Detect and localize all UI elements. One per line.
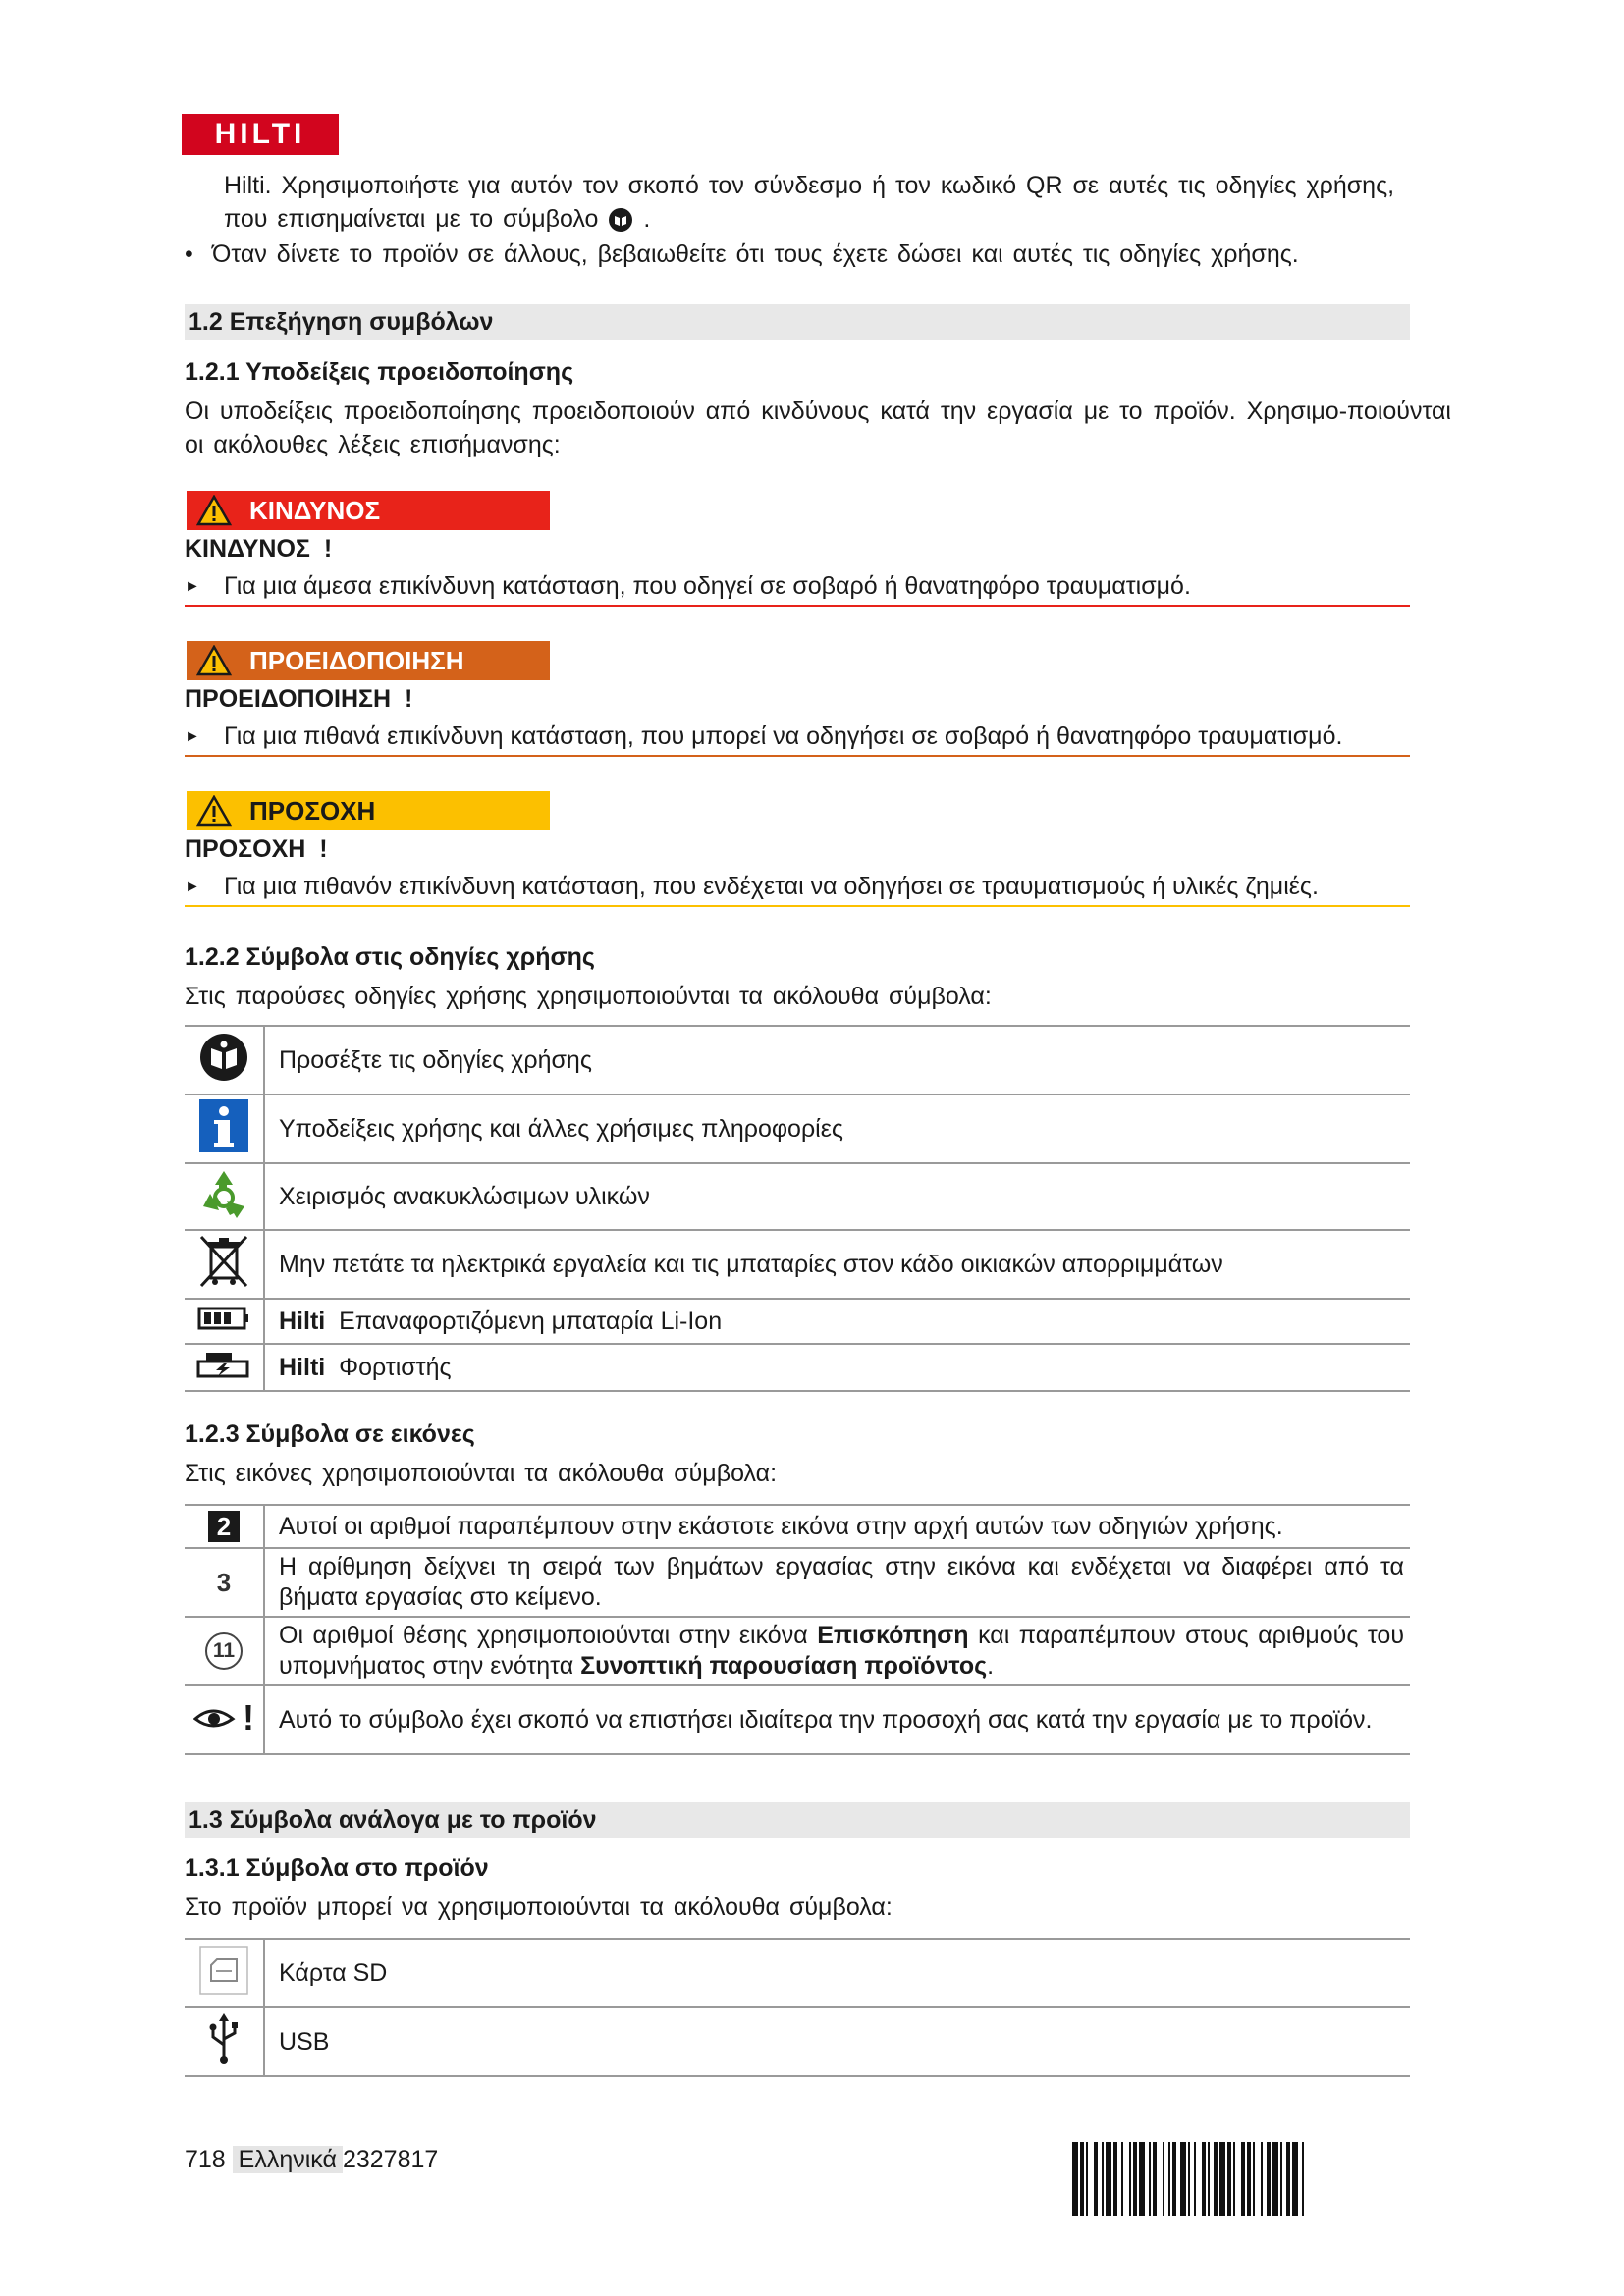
caution-word-text: ΠΡΟΣΟΧΗ xyxy=(185,835,306,863)
figure-symbols-table xyxy=(185,1504,1410,1755)
barcode-bar xyxy=(1129,2142,1131,2216)
position-number-icon: 11 xyxy=(205,1632,243,1670)
symbol-description: Προσέξτε τις οδηγίες χρήσης xyxy=(264,1026,1410,1095)
table-row xyxy=(185,1026,1410,1095)
caution-rule xyxy=(185,905,1410,907)
figure-number-icon: 2 xyxy=(208,1511,240,1542)
barcode-bar xyxy=(1080,2142,1084,2216)
caution-banner-label: ΠΡΟΣΟΧΗ xyxy=(249,796,376,826)
icon-cell xyxy=(185,1230,264,1299)
section-1-2-heading: 1.2 Επεξήγηση συμβόλων xyxy=(185,304,1410,340)
icon-cell xyxy=(185,1505,264,1548)
barcode-bar xyxy=(1280,2142,1282,2216)
page-number: 718 xyxy=(185,2146,226,2173)
charger-icon xyxy=(196,1350,251,1379)
barcode-bar xyxy=(1253,2142,1255,2216)
intro-line2 xyxy=(224,202,1206,236)
caution-description-text: Για μια πιθανόν επικίνδυνη κατάσταση, που ενδέχεται να οδηγήσει σε τραυματισμούς ή υλικές ζημιές. xyxy=(224,873,1319,900)
barcode-bar xyxy=(1121,2142,1123,2216)
warning-banner-label: ΠΡΟΕΙΔΟΠΟΙΗΣΗ xyxy=(249,646,464,675)
warning-description xyxy=(185,720,1342,754)
attention-mark: ! xyxy=(243,1696,254,1737)
icon-cell xyxy=(185,2007,264,2076)
warning-triangle-icon xyxy=(196,795,232,827)
caution-description xyxy=(185,870,1319,904)
symbol-description: Μην πετάτε τα ηλεκτρικά εργαλεία και τις μπαταρίες στον κάδο οικιακών απορριμμάτων xyxy=(264,1230,1410,1299)
document-number: 2327817 xyxy=(342,2146,439,2173)
desc-part: και παραπέμπουν στους αριθμούς του υπομνήματος στην ενότητα xyxy=(279,1622,1405,1680)
danger-word-text: ΚΙΝΔΥΝΟΣ xyxy=(185,535,310,562)
section-1-3-1-text: Στο προϊόν μπορεί να χρησιμοποιούνται τα ακόλουθα σύμβολα: xyxy=(185,1894,893,1921)
symbol-description: Αυτό το σύμβολο έχει σκοπό να επιστήσει ιδιαίτερα την προσοχή σας κατά την εργασία με το προϊόν. xyxy=(264,1685,1410,1754)
danger-rule xyxy=(185,605,1410,607)
icon-cell xyxy=(185,1163,264,1230)
barcode-bar xyxy=(1247,2142,1251,2216)
barcode-bar xyxy=(1188,2142,1190,2216)
symbol-description: Η αρίθμηση δείχνει τη σειρά των βημάτων εργασίας στην εικόνα και ενδέχεται να διαφέρει από τα βήματα εργασίας στο κείμενο. xyxy=(264,1548,1410,1617)
symbol-description: Χειρισμός ανακυκλώσιμων υλικών xyxy=(264,1163,1410,1230)
usb-icon xyxy=(207,2011,241,2066)
recycle-icon xyxy=(197,1167,250,1220)
barcode-bar xyxy=(1302,2142,1304,2216)
danger-word xyxy=(185,532,332,565)
barcode-bar xyxy=(1086,2142,1088,2216)
barcode-bar xyxy=(1153,2142,1157,2216)
info-icon xyxy=(199,1099,248,1152)
barcode-bar xyxy=(1233,2142,1235,2216)
barcode-bar xyxy=(1139,2142,1145,2216)
product-overview-text: Συνοπτική παρουσίαση προϊόντος xyxy=(580,1652,988,1680)
danger-banner-label: ΚΙΝΔΥΝΟΣ xyxy=(249,496,381,525)
barcode-bar xyxy=(1208,2142,1210,2216)
barcode-bar xyxy=(1094,2142,1098,2216)
caution-banner xyxy=(187,791,550,830)
table-row xyxy=(185,1685,1410,1754)
intro-bullet-text: Όταν δίνετε το προϊόν σε άλλους, βεβαιωθείτε ότι τους έχετε δώσει και αυτές τις οδηγίες χρήσης. xyxy=(212,240,1299,268)
arrow-bullet-icon: ► xyxy=(185,728,200,746)
product-symbols-table xyxy=(185,1938,1410,2077)
barcode-bar xyxy=(1227,2142,1231,2216)
warning-rule xyxy=(185,755,1410,757)
symbol-description: Υποδείξεις χρήσης και άλλες χρήσιμες πληροφορίες xyxy=(264,1095,1410,1163)
symbol-description-text: Φορτιστής xyxy=(339,1353,452,1381)
icon-cell xyxy=(185,1344,264,1391)
table-row xyxy=(185,1095,1410,1163)
section-1-2-1-heading: 1.2.1 Υποδείξεις προειδοποίησης xyxy=(185,358,574,386)
barcode-bar xyxy=(1214,2142,1218,2216)
table-row xyxy=(185,1617,1410,1685)
barcode-bar xyxy=(1241,2142,1245,2216)
step-number-icon: 3 xyxy=(216,1567,232,1597)
intro-line1: Hilti. Χρησιμοποιήστε για αυτόν τον σκοπό τον σύνδεσμο ή τον κωδικό QR σε αυτές τις οδηγίες χρήσης, xyxy=(224,172,1395,199)
symbol-description: USB xyxy=(264,2007,1410,2076)
barcode-bar xyxy=(1102,2142,1104,2216)
danger-exclamation: ! xyxy=(323,535,333,562)
warning-banner xyxy=(187,641,550,680)
table-row xyxy=(185,1163,1410,1230)
read-manual-icon xyxy=(198,1032,249,1083)
table-row xyxy=(185,1548,1410,1617)
barcode-bar xyxy=(1272,2142,1278,2216)
section-1-2-2-heading: 1.2.2 Σύμβολα στις οδηγίες χρήσης xyxy=(185,943,595,971)
section-1-2-2-text: Στις παρούσες οδηγίες χρήσης χρησιμοποιούνται τα ακόλουθα σύμβολα: xyxy=(185,983,992,1010)
barcode-bar xyxy=(1267,2142,1271,2216)
desc-part: . xyxy=(987,1652,995,1680)
barcode-bar xyxy=(1292,2142,1298,2216)
icon-cell xyxy=(185,1026,264,1095)
arrow-bullet-icon: ► xyxy=(185,578,200,596)
barcode xyxy=(1072,2142,1406,2216)
section-1-2-3-heading: 1.2.3 Σύμβολα σε εικόνες xyxy=(185,1420,475,1448)
sd-card-icon xyxy=(197,1944,250,1997)
icon-cell xyxy=(185,1617,264,1685)
table-row xyxy=(185,2007,1410,2076)
danger-banner xyxy=(187,491,550,530)
barcode-bar xyxy=(1180,2142,1186,2216)
barcode-bar xyxy=(1261,2142,1263,2216)
warning-word-text: ΠΡΟΕΙΔΟΠΟΙΗΣΗ xyxy=(185,685,392,713)
icon-cell xyxy=(185,1299,264,1344)
table-row xyxy=(185,1230,1410,1299)
table-row xyxy=(185,1299,1410,1344)
barcode-bar xyxy=(1133,2142,1137,2216)
section-1-2-1-text: Οι υποδείξεις προειδοποίησης προειδοποιούν από κινδύνους κατά την εργασία με το προϊόν. Χρησιμο-ποιούνται οι ακόλουθες λέξεις επισήμανσης: xyxy=(185,398,1451,458)
section-1-2-3-text: Στις εικόνες χρησιμοποιούνται τα ακόλουθα σύμβολα: xyxy=(185,1460,778,1487)
caution-word xyxy=(185,832,328,866)
barcode-bar xyxy=(1202,2142,1206,2216)
overview-link-text: Επισκόπηση xyxy=(817,1622,969,1649)
intro-line2-text: που επισημαίνεται με το σύμβολο xyxy=(224,205,599,233)
arrow-bullet-icon: ► xyxy=(185,879,200,896)
table-row xyxy=(185,1505,1410,1548)
icon-cell xyxy=(185,1095,264,1163)
barcode-bar xyxy=(1113,2142,1117,2216)
warning-word xyxy=(185,682,412,716)
intro-line2-end: . xyxy=(643,205,651,233)
barcode-bar xyxy=(1172,2142,1176,2216)
barcode-bar xyxy=(1163,2142,1164,2216)
section-1-3-1-heading: 1.3.1 Σύμβολα στο προϊόν xyxy=(185,1854,489,1882)
symbol-description: Αυτοί οι αριθμοί παραπέμπουν στην εκάστοτε εικόνα στην αρχή αυτών των οδηγιών χρήσης. xyxy=(264,1505,1410,1548)
read-manual-icon xyxy=(608,207,633,233)
icon-cell xyxy=(185,1548,264,1617)
crossed-bin-icon xyxy=(197,1233,250,1290)
warning-triangle-icon xyxy=(196,645,232,676)
brand-name: Hilti xyxy=(279,1353,326,1381)
symbol-description xyxy=(264,1299,1410,1344)
page-footer xyxy=(185,2142,438,2177)
desc-part: Οι αριθμοί θέσης χρησιμοποιούνται στην εικόνα xyxy=(279,1622,818,1649)
logo-text: HILTI xyxy=(214,118,306,150)
barcode-bar xyxy=(1106,2142,1111,2216)
barcode-bar xyxy=(1072,2142,1078,2216)
brand-name: Hilti xyxy=(279,1307,326,1335)
section-1-3-heading: 1.3 Σύμβολα ανάλογα με το προϊόν xyxy=(185,1802,1410,1838)
barcode-bar xyxy=(1168,2142,1170,2216)
footer-language: Ελληνικά xyxy=(233,2146,343,2173)
manual-symbols-table xyxy=(185,1025,1410,1392)
symbol-description xyxy=(264,1617,1410,1685)
warning-triangle-icon xyxy=(196,495,232,526)
battery-icon xyxy=(197,1306,250,1331)
barcode-bar xyxy=(1149,2142,1151,2216)
symbol-description: Κάρτα SD xyxy=(264,1939,1410,2007)
danger-description xyxy=(185,569,1191,604)
hilti-logo xyxy=(182,114,339,155)
table-row xyxy=(185,1939,1410,2007)
symbol-description-text: Επαναφορτιζόμενη μπαταρία Li-Ion xyxy=(339,1307,723,1335)
barcode-bar xyxy=(1286,2142,1290,2216)
icon-cell xyxy=(185,1685,264,1754)
caution-exclamation: ! xyxy=(319,835,328,863)
symbol-description xyxy=(264,1344,1410,1391)
danger-description-text: Για μια άμεσα επικίνδυνη κατάσταση, που οδηγεί σε σοβαρό ή θανατηφόρο τραυματισμό. xyxy=(224,572,1191,600)
barcode-bar xyxy=(1219,2142,1225,2216)
icon-cell xyxy=(185,1939,264,2007)
warning-exclamation: ! xyxy=(405,685,413,713)
bullet-dot: • xyxy=(185,240,193,268)
barcode-bar xyxy=(1194,2142,1196,2216)
table-row xyxy=(185,1344,1410,1391)
intro-bullet xyxy=(185,238,1461,271)
warning-description-text: Για μια πιθανά επικίνδυνη κατάσταση, που μπορεί να οδηγήσει σε σοβαρό ή θανατηφόρο τραυματισμό. xyxy=(224,722,1343,750)
